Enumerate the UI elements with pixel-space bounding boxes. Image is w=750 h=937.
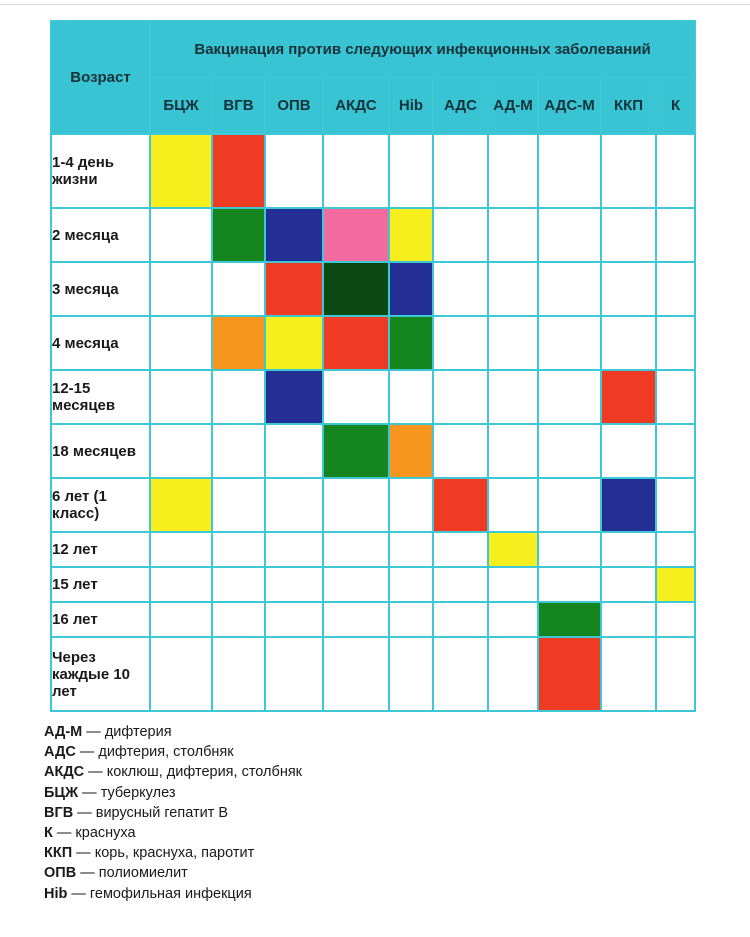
column-header: АД-М xyxy=(488,77,538,134)
legend-separator: — xyxy=(78,784,101,801)
vaccination-cell xyxy=(150,567,212,602)
vaccination-cell xyxy=(488,637,538,711)
vaccination-cell-filled xyxy=(389,208,433,262)
age-column-header: Возраст xyxy=(51,21,150,134)
vaccination-cell-filled xyxy=(323,424,389,478)
table-row xyxy=(51,637,695,711)
vaccination-cell xyxy=(601,424,656,478)
table-title: Вакцинация против следующих инфекционных заболеваний xyxy=(150,21,695,77)
vaccination-cell xyxy=(150,532,212,567)
vaccination-cell-filled xyxy=(538,637,601,711)
age-label: 18 месяцев xyxy=(51,424,150,478)
vaccination-cell xyxy=(538,424,601,478)
table-row xyxy=(51,567,695,602)
legend-description: дифтерия xyxy=(104,724,172,740)
vaccination-cell xyxy=(323,637,389,711)
column-header: АКДС xyxy=(323,77,389,134)
vaccination-cell xyxy=(601,134,656,208)
vaccination-cell-filled xyxy=(212,208,265,262)
vaccination-cell xyxy=(656,532,695,567)
table-row xyxy=(51,316,695,370)
vaccination-cell xyxy=(538,208,601,262)
column-header: БЦЖ xyxy=(150,77,212,134)
vaccination-cell-filled xyxy=(601,478,656,532)
legend-item xyxy=(44,843,302,863)
vaccination-cell xyxy=(538,134,601,208)
vaccination-cell xyxy=(323,567,389,602)
vaccination-cell-filled xyxy=(265,208,323,262)
legend-abbreviation: АД-М xyxy=(44,724,83,740)
vaccination-cell xyxy=(265,637,323,711)
vaccination-cell xyxy=(433,316,488,370)
column-header: АДС xyxy=(433,77,488,134)
legend-abbreviation: ККП xyxy=(44,845,73,862)
column-header: К xyxy=(656,77,695,134)
legend-item xyxy=(44,783,302,803)
vaccination-cell xyxy=(601,316,656,370)
vaccination-cell-filled xyxy=(389,424,433,478)
legend-item xyxy=(44,863,302,883)
vaccination-cell xyxy=(389,134,433,208)
legend-separator: — xyxy=(67,885,90,902)
vaccination-cell xyxy=(433,567,488,602)
column-header: ККП xyxy=(601,77,656,134)
legend-abbreviation: АДС xyxy=(44,744,76,761)
vaccination-cell xyxy=(538,532,601,567)
vaccination-cell-filled xyxy=(265,262,323,316)
vaccination-cell xyxy=(601,567,656,602)
vaccination-cell-filled xyxy=(212,134,265,208)
vaccination-cell xyxy=(212,262,265,316)
age-label: 12 лет xyxy=(51,532,150,567)
vaccination-cell-filled xyxy=(323,208,389,262)
age-label: 1-4 день жизни xyxy=(51,134,150,208)
legend-description: корь, краснуха, паротит xyxy=(94,845,255,862)
vaccination-cell xyxy=(656,637,695,711)
vaccination-cell xyxy=(488,134,538,208)
column-header: ВГВ xyxy=(212,77,265,134)
legend-abbreviation: ВГВ xyxy=(44,804,74,821)
legend-description: полиомиелит xyxy=(98,865,188,882)
vaccination-cell xyxy=(323,134,389,208)
vaccination-cell xyxy=(538,370,601,424)
legend-description: туберкулез xyxy=(100,784,176,801)
column-header: Hib xyxy=(389,77,433,134)
legend-description: краснуха xyxy=(75,825,136,842)
vaccination-cell xyxy=(389,637,433,711)
vaccination-cell xyxy=(433,602,488,637)
vaccination-cell xyxy=(323,478,389,532)
vaccination-cell xyxy=(265,134,323,208)
legend-abbreviation: АКДС xyxy=(44,764,85,781)
vaccination-cell xyxy=(212,424,265,478)
vaccination-cell xyxy=(212,478,265,532)
vaccination-cell xyxy=(488,316,538,370)
vaccination-cell xyxy=(601,602,656,637)
vaccination-cell xyxy=(656,208,695,262)
table-row xyxy=(51,262,695,316)
legend-separator: — xyxy=(82,724,105,740)
vaccination-cell xyxy=(212,370,265,424)
table-row xyxy=(51,602,695,637)
vaccination-cell-filled xyxy=(538,602,601,637)
legend-item xyxy=(44,762,302,782)
vaccination-cell xyxy=(656,424,695,478)
age-label: 2 месяца xyxy=(51,208,150,262)
legend-separator: — xyxy=(75,744,99,761)
vaccination-cell xyxy=(323,532,389,567)
age-label: 4 месяца xyxy=(51,316,150,370)
table-row xyxy=(51,208,695,262)
vaccination-cell xyxy=(538,262,601,316)
vaccination-cell xyxy=(212,532,265,567)
vaccination-cell xyxy=(389,532,433,567)
vaccination-cell xyxy=(389,567,433,602)
vaccination-cell xyxy=(656,134,695,208)
vaccination-cell xyxy=(433,262,488,316)
table-row xyxy=(51,370,695,424)
vaccination-cell-filled xyxy=(150,134,212,208)
age-label: 16 лет xyxy=(51,602,150,637)
abbreviation-legend xyxy=(44,722,302,904)
vaccination-cell xyxy=(323,370,389,424)
vaccination-cell-filled xyxy=(656,567,695,602)
vaccination-cell xyxy=(150,262,212,316)
legend-separator: — xyxy=(73,804,96,821)
vaccination-cell xyxy=(656,262,695,316)
table-row xyxy=(51,478,695,532)
vaccination-cell xyxy=(656,370,695,424)
vaccination-cell-filled xyxy=(389,262,433,316)
vaccination-cell xyxy=(150,316,212,370)
vaccination-cell xyxy=(150,370,212,424)
vaccination-cell xyxy=(389,602,433,637)
vaccination-cell xyxy=(601,208,656,262)
vaccination-cell-filled xyxy=(265,370,323,424)
age-label: 6 лет (1 класс) xyxy=(51,478,150,532)
vaccination-cell xyxy=(212,637,265,711)
age-label: 15 лет xyxy=(51,567,150,602)
vaccination-cell xyxy=(538,478,601,532)
vaccination-cell xyxy=(433,424,488,478)
vaccination-cell-filled xyxy=(265,316,323,370)
schedule-body xyxy=(51,134,695,711)
vaccination-cell xyxy=(265,532,323,567)
vaccination-cell-filled xyxy=(323,316,389,370)
legend-item xyxy=(44,884,302,904)
vaccination-cell-filled xyxy=(389,316,433,370)
vaccination-cell xyxy=(433,637,488,711)
vaccination-cell xyxy=(265,567,323,602)
vaccination-cell xyxy=(265,602,323,637)
legend-separator: — xyxy=(84,764,107,781)
vaccination-cell xyxy=(212,602,265,637)
table-row xyxy=(51,134,695,208)
vaccination-cell xyxy=(601,637,656,711)
vaccination-cell xyxy=(150,208,212,262)
vaccination-cell xyxy=(265,478,323,532)
age-label: Через каждые 10 лет xyxy=(51,637,150,711)
legend-separator: — xyxy=(76,865,99,882)
legend-item xyxy=(44,823,302,843)
legend-abbreviation: ОПВ xyxy=(44,865,77,882)
vaccination-cell xyxy=(150,424,212,478)
legend-item xyxy=(44,803,302,823)
vaccination-cell xyxy=(433,134,488,208)
vaccination-cell-filled xyxy=(323,262,389,316)
vaccination-cell xyxy=(389,478,433,532)
column-header: АДС-М xyxy=(538,77,601,134)
vaccination-cell-filled xyxy=(212,316,265,370)
vaccination-cell xyxy=(150,637,212,711)
legend-item xyxy=(44,742,302,762)
vaccination-cell xyxy=(656,316,695,370)
vaccination-cell-filled xyxy=(150,478,212,532)
legend-abbreviation: К xyxy=(44,825,53,842)
vaccination-cell xyxy=(601,262,656,316)
vaccination-cell xyxy=(601,532,656,567)
vaccination-cell xyxy=(265,424,323,478)
vaccination-schedule-table xyxy=(50,20,696,712)
vaccination-cell-filled xyxy=(433,478,488,532)
vaccination-cell xyxy=(433,370,488,424)
vaccination-cell xyxy=(433,208,488,262)
legend-item xyxy=(44,722,302,742)
age-label: 3 месяца xyxy=(51,262,150,316)
vaccination-cell xyxy=(212,567,265,602)
vaccination-cell xyxy=(488,370,538,424)
legend-abbreviation: БЦЖ xyxy=(44,784,79,801)
vaccination-cell-filled xyxy=(488,532,538,567)
legend-separator: — xyxy=(52,825,76,842)
vaccination-cell xyxy=(488,567,538,602)
legend-description: коклюш, дифтерия, столбняк xyxy=(106,764,303,781)
vaccination-cell xyxy=(488,602,538,637)
legend-description: гемофильная инфекция xyxy=(89,885,252,902)
vaccination-cell xyxy=(538,567,601,602)
column-header: ОПВ xyxy=(265,77,323,134)
legend-separator: — xyxy=(72,845,95,862)
vaccination-cell xyxy=(538,316,601,370)
vaccination-cell xyxy=(323,602,389,637)
legend-description: дифтерия, столбняк xyxy=(98,744,234,761)
table-row xyxy=(51,532,695,567)
vaccination-cell xyxy=(389,370,433,424)
vaccination-cell xyxy=(488,208,538,262)
vaccination-cell xyxy=(488,478,538,532)
legend-description: вирусный гепатит В xyxy=(95,804,229,821)
top-divider xyxy=(0,4,750,5)
vaccination-cell xyxy=(150,602,212,637)
vaccination-cell xyxy=(656,478,695,532)
vaccination-cell xyxy=(656,602,695,637)
table-row xyxy=(51,424,695,478)
legend-abbreviation: Hib xyxy=(44,885,68,902)
age-label: 12-15 месяцев xyxy=(51,370,150,424)
vaccination-cell xyxy=(488,262,538,316)
vaccination-cell-filled xyxy=(601,370,656,424)
vaccination-cell xyxy=(488,424,538,478)
vaccination-cell xyxy=(433,532,488,567)
